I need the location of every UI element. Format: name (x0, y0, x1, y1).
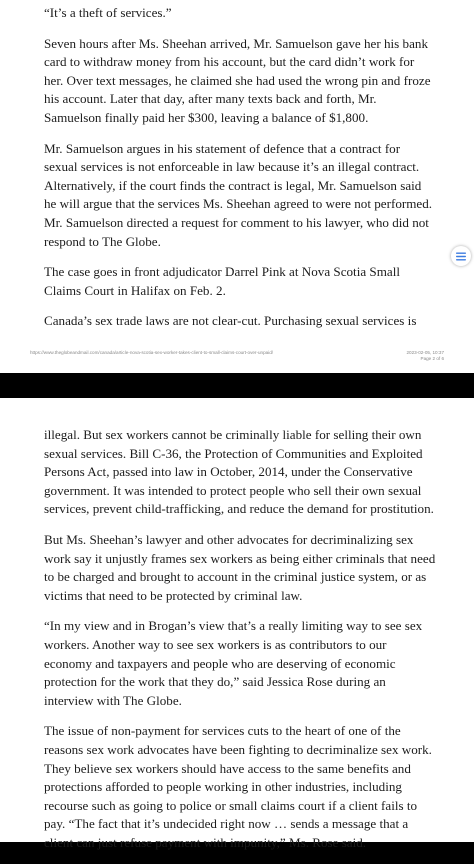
paragraph-trade-laws: Canada’s sex trade laws are not clear-cut. Purchasing sexual services is (44, 313, 417, 329)
paragraph-non-payment: The issue of non-payment for services cuts to the heart of one of the reasons sex work advocates have been fighting to decriminalize sex work. They believe sex workers should have access to the same benefits and protections afforded to people working in other industries, including recourse such as going to police or small claims court if a client fails to pay. “The fact that it’s undecided right now … sends a message that a client can just refuse payment with impunity,” Ms. Rose said. (44, 723, 432, 850)
article-body-top (44, 4, 436, 343)
paragraph-court-date: The case goes in front adjudicator Darrel Pink at Nova Scotia Small Claims Court in Halifax on Feb. 2. (44, 264, 400, 298)
paragraph-bank-card: Seven hours after Ms. Sheehan arrived, Mr. Samuelson gave her his bank card to withdraw money from his account, but the card didn’t work for her. Over text messages, he claimed she had used the wrong pin and froze his account. Later that day, after many texts back and forth, Mr. Samuelson finally paid her $300, leaving a balance of $1,800. (44, 35, 431, 125)
footer-meta (406, 350, 444, 362)
footer-url: https://www.theglobeandmail.com/canada/article-nova-scotia-sex-worker-takes-client-to-small-claims-court-over-unpaid/ (30, 350, 274, 355)
paragraph-advocates: But Ms. Sheehan’s lawyer and other advocates for decriminalizing sex work say it unjustly frames sex workers as being either criminals that need to be charged and brought to account in the criminal justice system, or as victims that need to be protected by criminal law. (44, 531, 436, 603)
paragraph-bill-c36: illegal. But sex workers cannot be criminally liable for selling their own sexual services. Bill C-36, the Protection of Communities and Exploited Persons Act, passed into law in October, 2014, under the Conservative government. It was intended to protect people who sell their own sexual services, prevent child-trafficking, and reduce the demand for prostitution. (44, 427, 434, 517)
paragraph-defence: Mr. Samuelson argues in his statement of defence that a contract for sexual services is not enforceable in law because it’s an illegal contract. Alternatively, if the court finds the contract is legal, Mr. Samuelson said he will argue that the services Ms. Sheehan agreed to were not performed. Mr. Samuelson directed a request for comment to his lawyer, who did not respond to The Globe. (44, 140, 433, 249)
footer-page-number: Page 2 of 6 (420, 356, 444, 361)
article-body-bottom (44, 426, 436, 864)
pdf-page-2 (0, 0, 474, 373)
paragraph-quote: “It’s a theft of services.” (44, 5, 172, 20)
pdf-page-3 (0, 398, 474, 850)
footer-datetime: 2023-02-05, 10:37 (406, 350, 444, 355)
list-menu-button[interactable] (451, 246, 471, 266)
list-menu-icon (456, 252, 466, 261)
paragraph-rose-quote: “In my view and in Brogan’s view that’s a really limiting way to see sex workers. Another way to see sex workers is as contributors to our economy and taxpayers and people who are deserving of economic protection for the work that they do,” said Jessica Rose during an interview with The Globe. (44, 618, 423, 708)
